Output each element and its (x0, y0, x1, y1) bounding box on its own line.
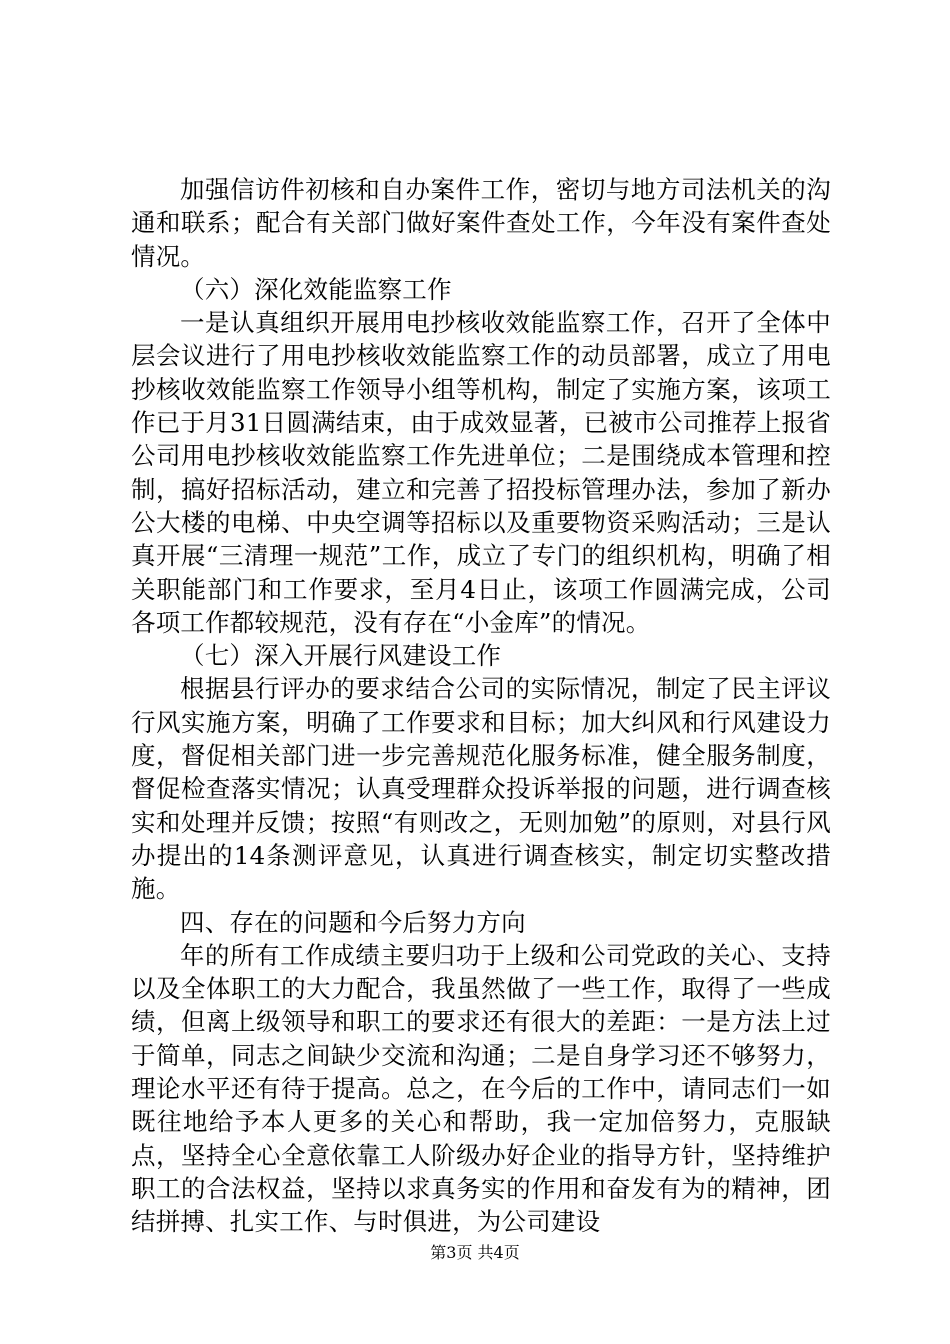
paragraph-conduct-building: 根据县行评办的要求结合公司的实际情况，制定了民主评议行风实施方案，明确了工作要求和目标；加大纠风和行风建设力度，督促相关部门进一步完善规范化服务标准，健全服务制度，督促检查落实情况；认真受理群众投诉举报的问题，进行调查核实和处理并反馈；按照“有则改之，无则加勉”的原则，对县行风办提出的14条测评意见，认真进行调查核实，制定切实整改措施。 (131, 674, 831, 904)
section-heading-efficiency-supervision: （六）深化效能监察工作 (180, 274, 452, 304)
paragraph-efficiency-supervision: 一是认真组织开展用电抄核收效能监察工作，召开了全体中层会议进行了用电抄核收效能监察工作的动员部署，成立了用电抄核收效能监察工作领导小组等机构，制定了实施方案，该项工作已于月31日圆满结束，由于成效显著，已被市公司推荐上报省公司用电抄核收效能监察工作先进单位；二是围绕成本管理和控制，搞好招标活动，建立和完善了招投标管理办法，参加了新办公大楼的电梯、中央空调等招标以及重要物资采购活动；三是认真开展“三清理一规范”工作，成立了专门的组织机构，明确了相关职能部门和工作要求，至月4日止，该项工作圆满完成，公司各项工作都较规范，没有存在“小金库”的情况。 (131, 308, 831, 637)
section-heading-conduct-building: （七）深入开展行风建设工作 (180, 641, 502, 671)
section-heading-problems-direction: 四、存在的问题和今后努力方向 (180, 907, 526, 937)
page-number-footer: 第3页 共4页 (430, 1243, 520, 1262)
paragraph-case-handling: 加强信访件初核和自办案件工作，密切与地方司法机关的沟通和联系；配合有关部门做好案件查处工作，今年没有案件查处情况。 (131, 175, 831, 271)
document-body (131, 173, 831, 1239)
paragraph-problems-direction: 年的所有工作成绩主要归功于上级和公司党政的关心、支持以及全体职工的大力配合，我虽然做了一些工作，取得了一些成绩，但离上级领导和职工的要求还有很大的差距：一是方法上过于简单，同志之间缺少交流和沟通；二是自身学习还不够努力，理论水平还有待于提高。总之，在今后的工作中，请同志们一如既往地给予本人更多的关心和帮助，我一定加倍努力，克服缺点，坚持全心全意依靠工人阶级办好企业的指导方针，坚持维护职工的合法权益，坚持以求真务实的作用和奋发有为的精神，团结拼搏、扎实工作、与时俱进，为公司建设 (131, 940, 831, 1237)
